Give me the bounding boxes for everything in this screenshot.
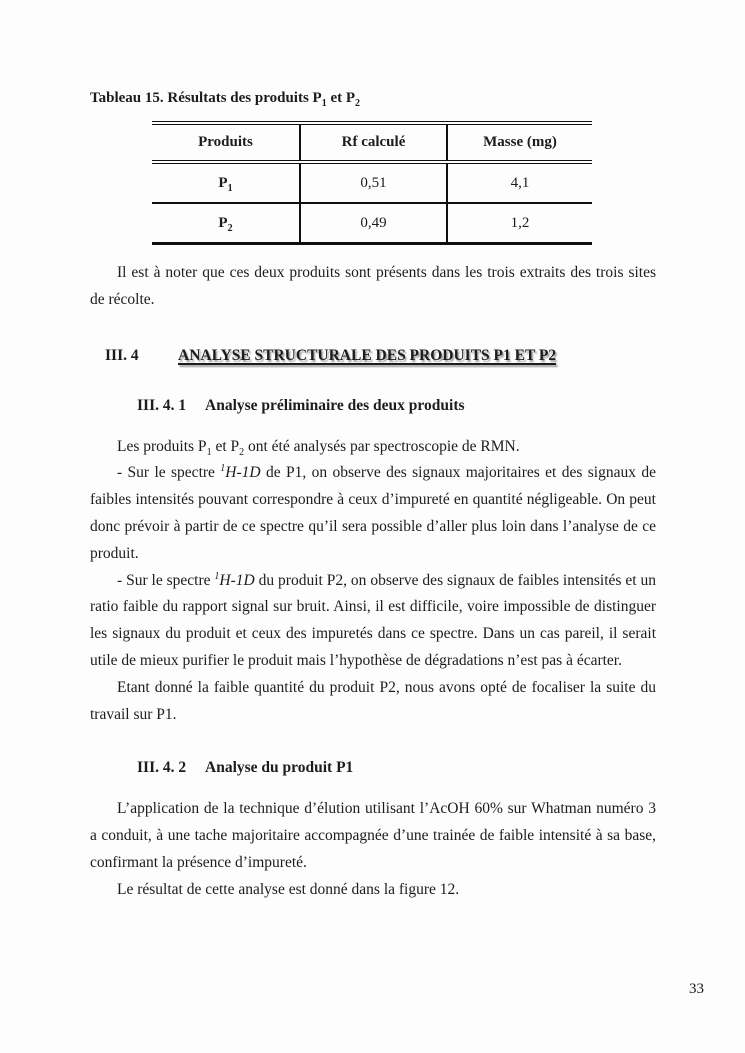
spectre-name: H-1D bbox=[219, 571, 255, 589]
text-run: et P bbox=[211, 437, 240, 455]
paragraph-figure-ref: Le résultat de cette analyse est donné dans la figure 12. bbox=[117, 880, 460, 898]
subsection-heading-analyse-p1 bbox=[90, 758, 656, 778]
produit-label: P bbox=[218, 174, 228, 191]
column-header-produits: Produits bbox=[152, 123, 300, 162]
text-run: - Sur le spectre bbox=[117, 571, 215, 589]
p-subscript: 1 bbox=[206, 446, 212, 458]
table-row-p1 bbox=[152, 162, 592, 203]
produit-label: P bbox=[218, 214, 228, 231]
section-heading-analyse-structurale bbox=[90, 346, 656, 366]
section-title: ANALYSE STRUCTURALE DES PRODUITS P1 ET P2 bbox=[178, 346, 557, 364]
paragraph-spectre-p1 bbox=[90, 460, 656, 567]
produit-subscript: 2 bbox=[227, 222, 233, 234]
text-run: ont été analysés par spectroscopie de RMN. bbox=[244, 437, 520, 455]
caption-subscript: 2 bbox=[355, 98, 361, 109]
cell-masse: 4,1 bbox=[447, 162, 592, 203]
cell-rf: 0,51 bbox=[300, 162, 447, 203]
caption-text: Tableau 15. Résultats des produits P bbox=[90, 90, 322, 106]
text-run: du produit P2, on observe des signaux de faibles intensités et un ratio faible du rapport signal sur bruit. Ainsi, il est difficile, voire impossible de distinguer les signaux du produit et ceux des impuretés dans ce spectre. Dans un cas pareil, il serait utile de mieux purifier le produit mais l’hypothèse de dégradations n’est pas à écarter. bbox=[90, 571, 656, 669]
column-header-masse: Masse (mg) bbox=[447, 123, 592, 162]
subsection-number: III. 4. 2 bbox=[137, 759, 187, 777]
table-row-p2 bbox=[152, 203, 592, 244]
p-subscript: 2 bbox=[239, 446, 245, 458]
text-run: - Sur le spectre bbox=[117, 464, 221, 482]
paragraph-elution: L’application de la technique d’élution utilisant l’AcOH 60% sur Whatman numéro 3 a conduit, à une tache majoritaire accompagnée d’une trainée de faible intensité à sa base, confirmant la présence d’impureté. bbox=[90, 800, 656, 871]
cell-rf: 0,49 bbox=[300, 203, 447, 244]
column-header-rf: Rf calculé bbox=[300, 123, 447, 162]
subsection-number: III. 4. 1 bbox=[137, 396, 187, 414]
caption-text: et P bbox=[326, 90, 356, 106]
page-number: 33 bbox=[689, 981, 704, 997]
caption-subscript: 1 bbox=[321, 98, 327, 109]
spectre-name: H-1D bbox=[225, 464, 261, 482]
isotope-superscript: 1 bbox=[214, 570, 220, 582]
isotope-superscript: 1 bbox=[220, 463, 226, 475]
paragraph-spectre-p2 bbox=[90, 568, 656, 675]
produit-subscript: 1 bbox=[227, 182, 233, 194]
subsection-heading-analyse-preliminaire bbox=[90, 396, 656, 416]
subsection-title: Analyse préliminaire des deux produits bbox=[205, 396, 465, 414]
text-run: Les produits P bbox=[117, 437, 207, 455]
table-header-row bbox=[152, 123, 592, 162]
paragraph-note: Il est à noter que ces deux produits sont présents dans les trois extraits des trois sites de récolte. bbox=[90, 264, 656, 308]
section-number: III. 4 bbox=[105, 346, 139, 364]
paragraph-conclusion-p2: Etant donné la faible quantité du produit P2, nous avons opté de focaliser la suite du travail sur P1. bbox=[90, 678, 656, 723]
text-run: de P1, on observe des signaux majoritaires et des signaux de faibles intensités pouvant correspondre à ceux d’impureté en quantité négligeable. On peut donc prévoir à partir de ce spectre qu’il sera possible d’aller plus loin dans l’analyse de ce produit. bbox=[90, 464, 656, 562]
cell-produit bbox=[152, 203, 300, 244]
paragraph-rmn bbox=[90, 434, 656, 461]
cell-produit bbox=[152, 162, 300, 203]
results-table bbox=[152, 121, 592, 245]
subsection-title: Analyse du produit P1 bbox=[205, 759, 354, 777]
table-caption bbox=[90, 88, 656, 108]
cell-masse: 1,2 bbox=[447, 203, 592, 244]
